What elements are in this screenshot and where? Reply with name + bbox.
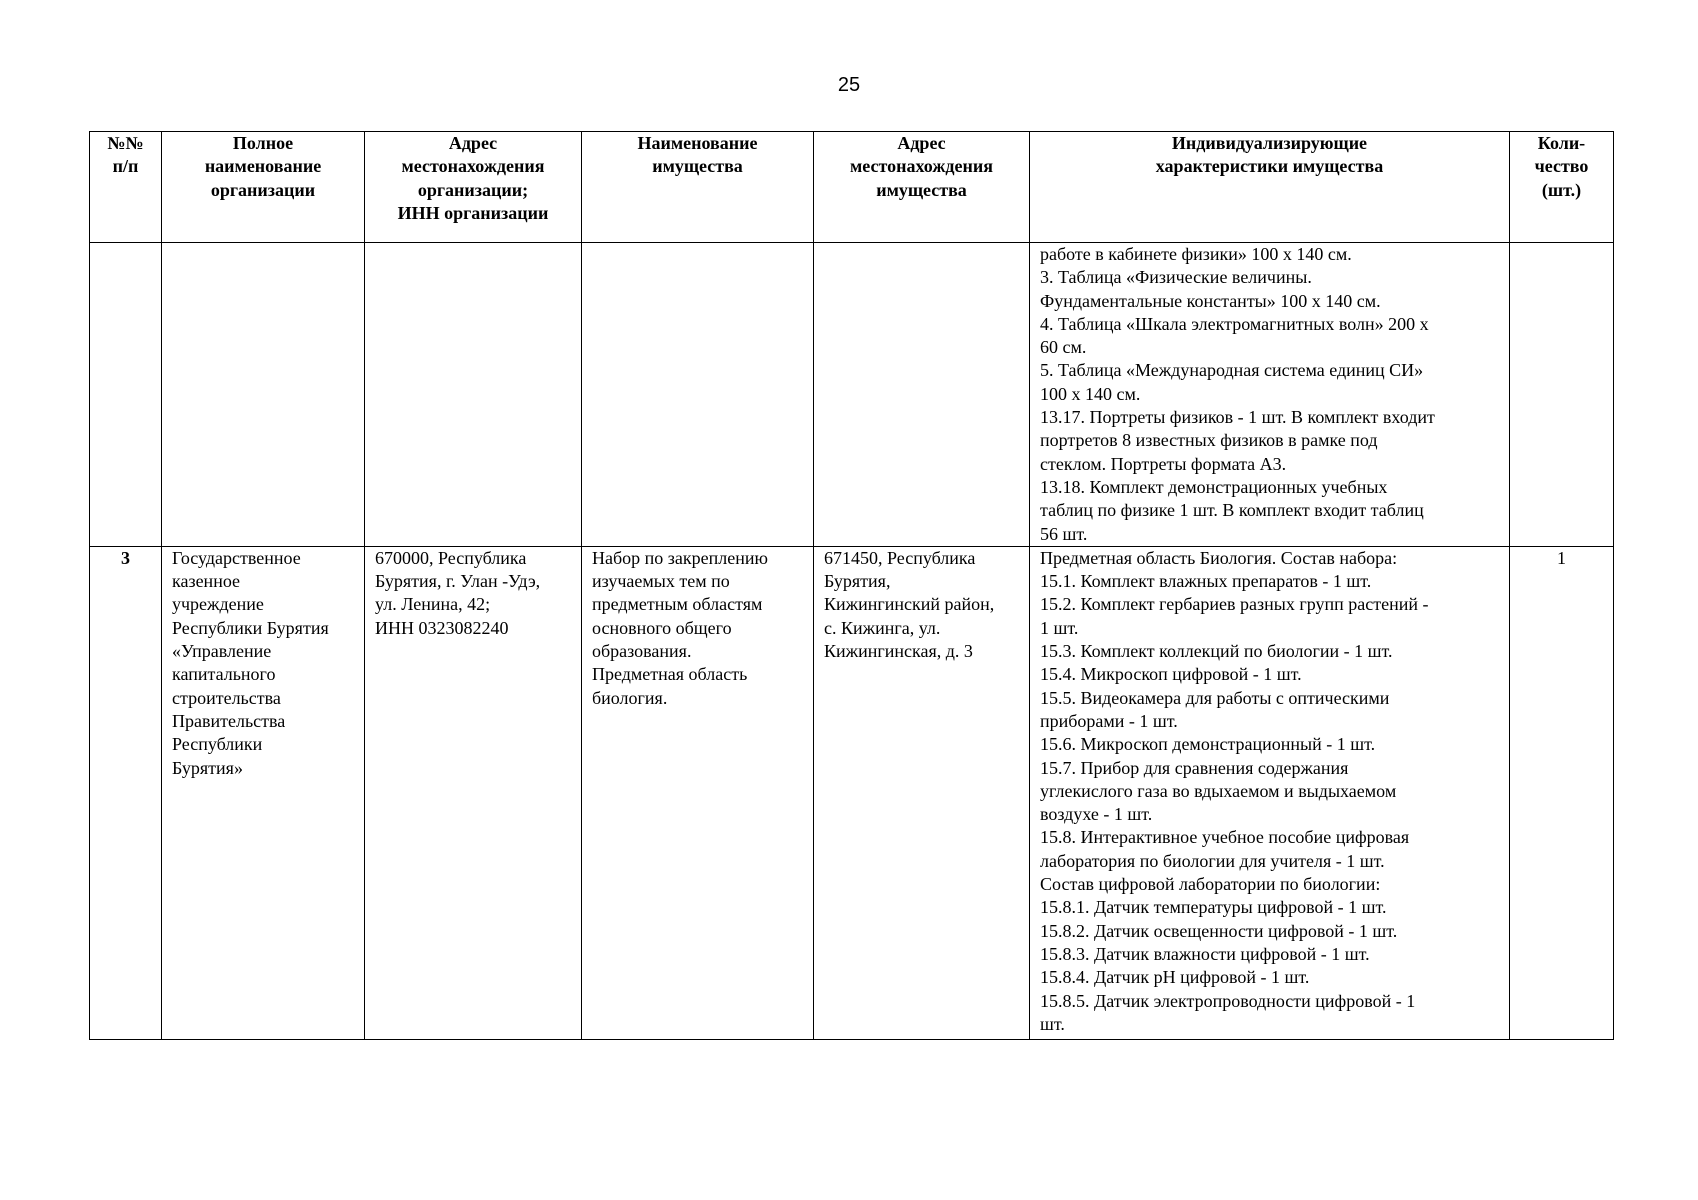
organization-cell [162, 243, 365, 547]
organization-cell: Государственное казенное учреждение Республики Бурятия «Управление капитального строительства Правительства Республики Бурятия» [162, 546, 365, 1039]
property-name-cell [582, 243, 814, 547]
header-row [90, 132, 1614, 243]
org-address-cell: 670000, Республика Бурятия, г. Улан -Удэ, ул. Ленина, 42; ИНН 0323082240 [365, 546, 582, 1039]
property-address-cell: 671450, Республика Бурятия, Кижингинский район, с. Кижинга, ул. Кижингинская, д. 3 [814, 546, 1030, 1039]
row-number: 3 [90, 546, 162, 1039]
header-property-name: Наименование имущества [582, 132, 814, 243]
characteristics-cell: Предметная область Биология. Состав набора: 15.1. Комплект влажных препаратов - 1 шт. 15.2. Комплект гербариев разных групп растений - 1 шт. 15.3. Комплект коллекций по биологии - 1 шт. 15.4. Микроскоп цифровой - 1 шт. 15.5. Видеокамера для работы с оптическими приборами - 1 шт. 15.6. Микроскоп демонстрационный - 1 шт. 15.7. Прибор для сравнения содержания углекислого газа во вдыхаемом и выдыхаемом воздухе - 1 шт. 15.8. Интерактивное учебное пособие цифровая лаборатория по биологии для учителя - 1 шт. Состав цифровой лаборатории по биологии: 15.8.1. Датчик температуры цифровой - 1 шт. 15.8.2. Датчик освещенности цифровой - 1 шт. 15.8.3. Датчик влажности цифровой - 1 шт. 15.8.4. Датчик pH цифровой - 1 шт. 15.8.5. Датчик электропроводности цифровой - 1 шт. [1030, 546, 1510, 1039]
property-address-cell [814, 243, 1030, 547]
property-name-cell: Набор по закреплению изучаемых тем по предметным областям основного общего образования. Предметная область биология. [582, 546, 814, 1039]
quantity-cell [1510, 243, 1614, 547]
characteristics-cell: работе в кабинете физики» 100 х 140 см. 3. Таблица «Физические величины. Фундаментальные константы» 100 х 140 см. 4. Таблица «Шкала электромагнитных волн» 200 х 60 см. 5. Таблица «Международная система единиц СИ» 100 х 140 см. 13.17. Портреты физиков - 1 шт. В комплект входит портретов 8 известных физиков в рамке под стеклом. Портреты формата А3. 13.18. Комплект демонстрационных учебных таблиц по физике 1 шт. В комплект входит таблиц 56 шт. [1030, 243, 1510, 547]
org-address-cell [365, 243, 582, 547]
header-organization: Полное наименование организации [162, 132, 365, 243]
table-row [90, 546, 1614, 1039]
quantity-cell: 1 [1510, 546, 1614, 1039]
property-table [89, 131, 1614, 1040]
header-property-address: Адрес местонахождения имущества [814, 132, 1030, 243]
row-number [90, 243, 162, 547]
header-org-address: Адрес местонахождения организации; ИНН организации [365, 132, 582, 243]
header-quantity: Коли- чество (шт.) [1510, 132, 1614, 243]
table-row [90, 243, 1614, 547]
header-number: №№ п/п [90, 132, 162, 243]
header-characteristics: Индивидуализирующие характеристики имущества [1030, 132, 1510, 243]
page-number: 25 [837, 74, 861, 96]
